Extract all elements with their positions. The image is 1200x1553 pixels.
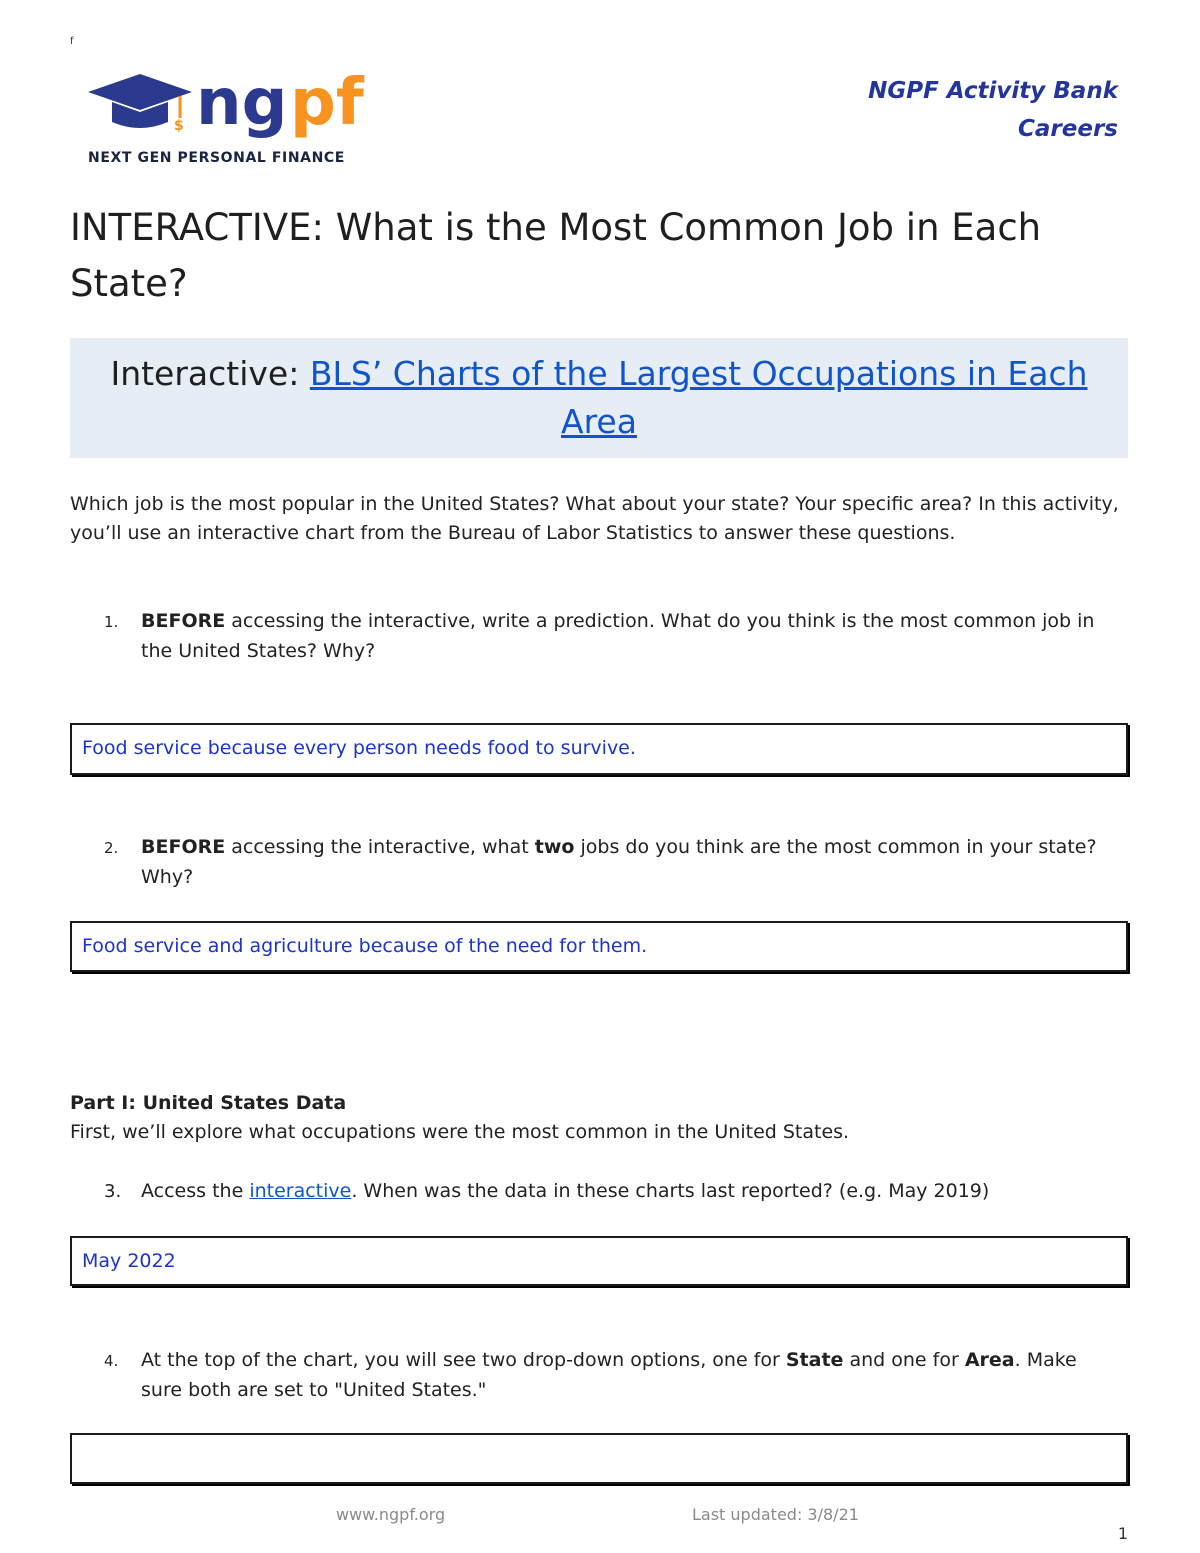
svg-text:ng: ng: [196, 66, 288, 140]
question-text: Access the: [141, 1180, 250, 1202]
page-title: INTERACTIVE: What is the Most Common Job in Each State?: [70, 206, 1042, 305]
question-text: At the top of the chart, you will see two drop-down options, one for: [141, 1349, 786, 1371]
answer-text-2: Food service and agriculture because of the need for them.: [82, 935, 648, 957]
answer-text-1: Food service because every person needs food to survive.: [82, 737, 636, 759]
interactive-link[interactable]: interactive: [249, 1180, 352, 1202]
question-2: [104, 832, 1114, 888]
bls-charts-link[interactable]: BLS’ Charts of the Largest Occupations in Each Area: [309, 354, 1088, 441]
graduation-cap-logo-icon: [88, 62, 388, 152]
answer-box-4[interactable]: [70, 1433, 1128, 1484]
question-text: and one for: [843, 1349, 965, 1371]
question-text: accessing the interactive, write a prediction. What do you think is the most common job in the United States? Why?: [141, 610, 1095, 662]
question-1: [104, 606, 1114, 662]
answer-text-3: May 2022: [82, 1250, 176, 1272]
intro-paragraph: Which job is the most popular in the United States? What about your state? Your specific area? In this activity, you’ll use an interactive chart from the Bureau of Labor Statistics to answer these questions.: [70, 493, 1119, 544]
part-1-intro: First, we’ll explore what occupations were the most common in the United States.: [70, 1121, 850, 1143]
svg-text:pf: pf: [290, 66, 364, 140]
question-number: 3.: [104, 1181, 122, 1202]
activity-bank-label: NGPF Activity Bank: [868, 78, 1118, 104]
corner-mark: f: [70, 36, 74, 47]
answer-box-1[interactable]: [70, 723, 1128, 775]
question-text: accessing the interactive, what: [225, 836, 535, 858]
question-number: 2.: [104, 839, 119, 857]
footer-last-updated: Last updated: 3/8/21: [692, 1505, 859, 1524]
ngpf-logo: [88, 62, 388, 172]
question-4: [104, 1345, 1114, 1401]
question-number: 1.: [104, 613, 119, 631]
answer-box-3[interactable]: [70, 1236, 1128, 1286]
logo-tagline: NEXT GEN PERSONAL FINANCE: [88, 150, 345, 166]
question-bold-two: two: [534, 836, 575, 858]
question-3: [104, 1176, 1114, 1207]
footer-website[interactable]: www.ngpf.org: [336, 1505, 446, 1524]
banner-prefix: Interactive:: [110, 354, 310, 393]
activity-bank-header: [868, 72, 1118, 148]
svg-text:$: $: [174, 118, 184, 134]
page-number: 1: [1117, 1524, 1128, 1543]
part-1-heading: Part I: United States Data: [70, 1092, 347, 1114]
question-number: 4.: [104, 1352, 119, 1370]
question-bold-state: State: [785, 1349, 844, 1371]
question-text: jobs do you think are the most common in your state? Why?: [141, 836, 1097, 888]
answer-box-2[interactable]: [70, 921, 1128, 972]
activity-category: Careers: [1018, 116, 1118, 142]
question-bold: BEFORE: [141, 610, 226, 632]
question-text: . Make sure both are set to "United States.": [141, 1349, 1077, 1401]
question-bold: BEFORE: [141, 836, 226, 858]
question-bold-area: Area: [964, 1349, 1015, 1371]
question-text: . When was the data in these charts last reported? (e.g. May 2019): [351, 1180, 990, 1202]
interactive-banner: [70, 338, 1128, 458]
